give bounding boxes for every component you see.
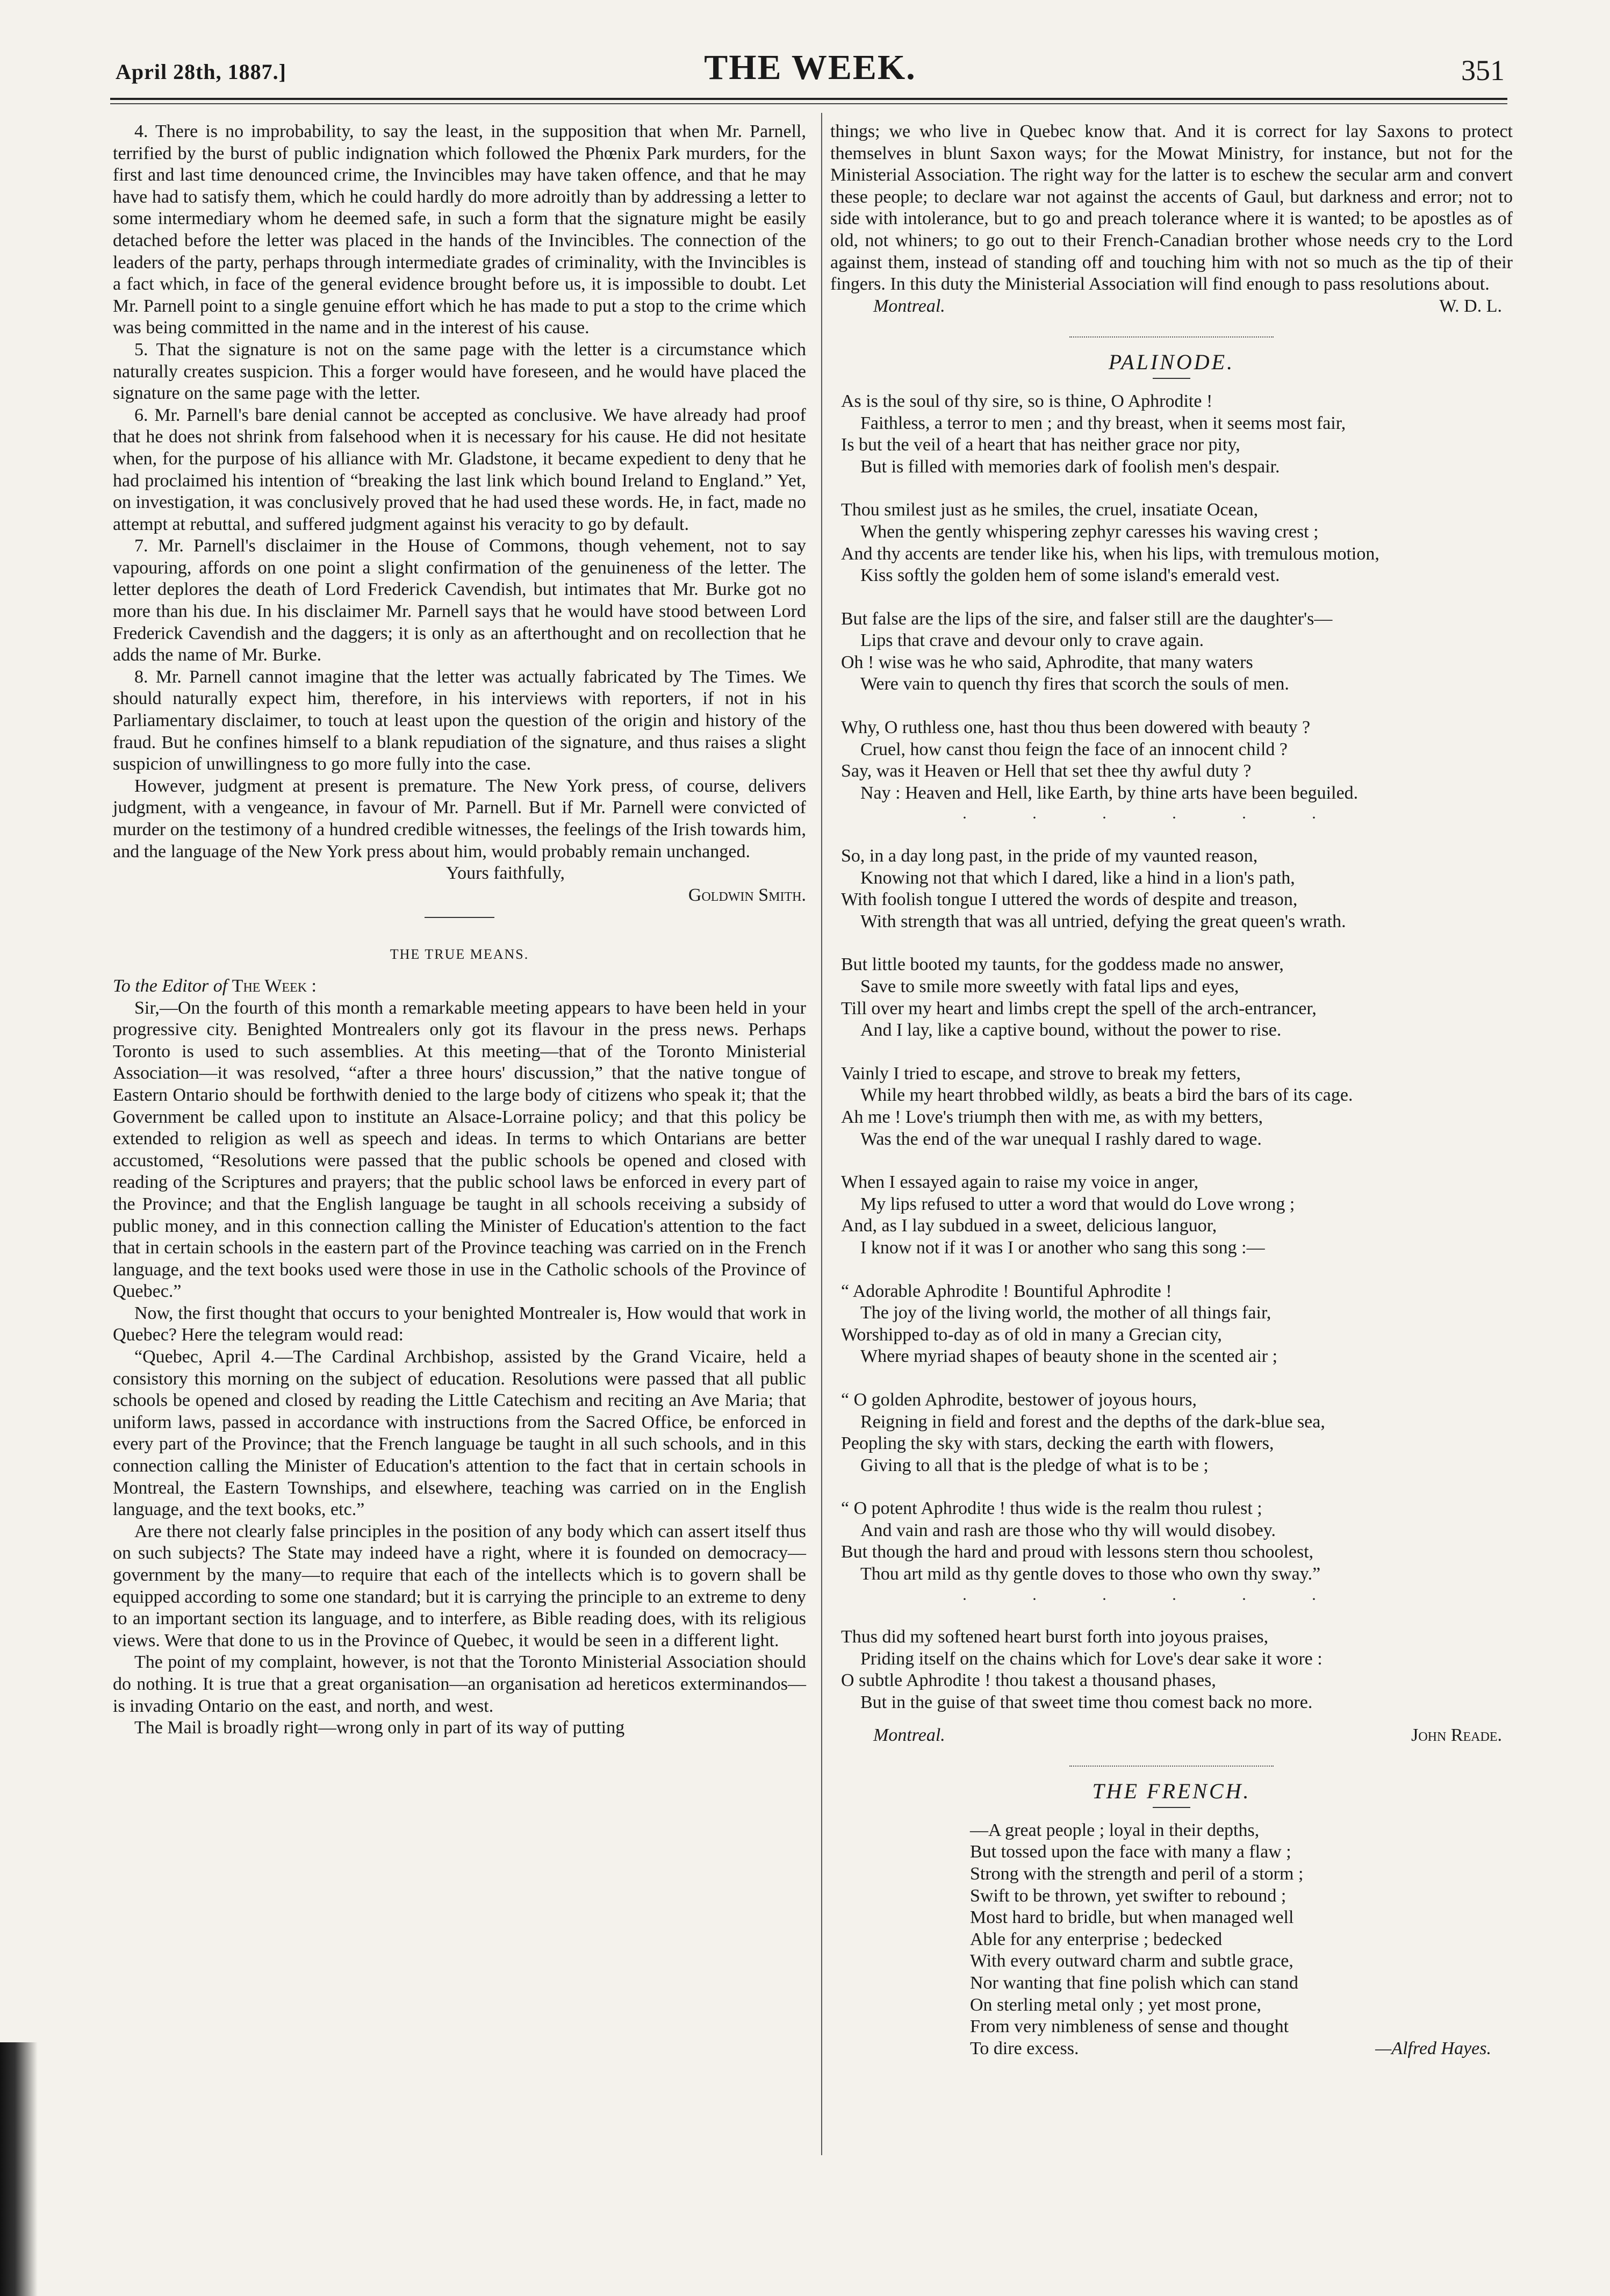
french-line: Nor wanting that fine polish which can stand [970, 1972, 1298, 1993]
poem-author: John Reade. [1411, 1725, 1502, 1745]
poem-line: O subtle Aphrodite ! thou takest a thousand phases, [841, 1670, 1216, 1691]
palinode-stanza [841, 391, 1513, 478]
french-author: —Alfred Hayes. [1375, 2038, 1491, 2058]
header-rule-thin [110, 103, 1507, 104]
poem-line: Till over my heart and limbs crept the spell of the arch-entrancer, [841, 998, 1317, 1018]
poem-line: Thou art mild as thy gentle doves to those who own thy sway.” [860, 1564, 1321, 1584]
palinode-stanza [841, 1389, 1513, 1476]
palinode-stanza [841, 608, 1513, 695]
poem-the-french [970, 1820, 1513, 2060]
poem-line: Nay : Heaven and Hell, like Earth, by thine arts have been beguiled. [860, 783, 1359, 803]
poem-line: But little booted my taunts, for the goddess made no answer, [841, 955, 1284, 975]
french-line: On sterling metal only ; yet most prone, [970, 1994, 1262, 2015]
french-line: Swift to be thrown, yet swifter to rebound ; [970, 1885, 1286, 1906]
palinode-stanza [841, 954, 1513, 1041]
poem-title-palinode: PALINODE. [1108, 350, 1235, 375]
poem-line: Is but the veil of a heart that has neither grace nor pity, [841, 435, 1240, 455]
french-line: Strong with the strength and peril of a storm ; [970, 1864, 1304, 1884]
poem-line: Lips that crave and devour only to crave again. [860, 630, 1204, 651]
page-binding-edge [0, 2042, 38, 2296]
french-final-verse: To dire excess. [970, 2038, 1079, 2058]
means-paragraph-6: The Mail is broadly right—wrong only in part of its way of putting [134, 1718, 625, 1738]
poem-line: And I lay, like a captive bound, without the power to rise. [860, 1020, 1282, 1041]
parnell-paragraph-5: 5. That the signature is not on the same page with the letter is a circumstance which naturally creates suspicion. This a forger would have foreseen, and he would have placed the signature on the same page with the letter. [113, 339, 806, 404]
palinode-stanzas [830, 391, 1513, 1714]
left-column [113, 121, 806, 1739]
poem-line: Where myriad shapes of beauty shone in the scented air ; [860, 1346, 1278, 1367]
poem-line: With strength that was all untried, defying the great queen's wrath. [860, 911, 1346, 931]
salutation-paper: The Week : [232, 975, 317, 996]
salutation-prefix: To the Editor of [113, 975, 228, 996]
poem-line: With foolish tongue I uttered the words of despite and treason, [841, 889, 1298, 910]
means-paragraph-2: Now, the first thought that occurs to your benighted Montrealer is, How would that work in Quebec? Here the telegram would read: [113, 1303, 806, 1345]
poem-signoff [830, 1725, 1513, 1747]
poem-line: Vainly I tried to escape, and strove to break my fetters, [841, 1063, 1241, 1084]
dotted-divider [1069, 336, 1274, 338]
poem-line: But is filled with memories dark of foolish men's despair. [860, 456, 1280, 477]
means-paragraph-1: Sir,—On the fourth of this month a remarkable meeting appears to have been held in your progressive city. Benighted Montrealers only got its flavour in the press news. Perhaps Toronto is used to such assemblies. At this meeting—that of the Toronto Ministerial Association—it was resolved, “after a three hours' discussion,” that the native tongue of Eastern Ontario should be forthwith denied to the large body of citizens who speak it; that the Government be called upon to institute an Alsace-Lorraine policy; and that this policy be extended to religion as well as speech and ideas. In terms to which Ontarians are better accustomed, “Resolutions were passed that the public schools be opened and closed with reading of the Scriptures and prayers; that the public school laws be enforced in every part of the Province; and that the English language be taught in all schools receiving a subsidy of public money, and in this connection calling the Minister of Education's attention to the fact that in certain schools in the eastern part of the Province teaching was carried on in the French language, and the text books used were those in use in the Catholic schools of the Province of Quebec.” [113, 998, 806, 1302]
poem-line: So, in a day long past, in the pride of my vaunted reason, [841, 846, 1258, 866]
poem-line: Faithless, a terror to men ; and thy breast, when it seems most fair, [860, 413, 1346, 433]
poem-line: And thy accents are tender like his, when his lips, with tremulous motion, [841, 543, 1379, 564]
dotted-divider-2 [1069, 1766, 1274, 1767]
right-column [830, 121, 1513, 2060]
french-line: With every outward charm and subtle grace, [970, 1951, 1293, 1971]
french-line: —A great people ; loyal in their depths, [970, 1820, 1260, 1840]
ellipsis-row: ······ [962, 1590, 1381, 1608]
paper-title: THE WEEK. [704, 48, 916, 87]
palinode-stanza [841, 845, 1513, 932]
poem-line: Priding itself on the chains which for Love's dear sake it wore : [860, 1648, 1322, 1669]
means-paragraph-3: “Quebec, April 4.—The Cardinal Archbishop, assisted by the Grand Vicaire, held a consistory this morning on the subject of education. Resolutions were passed that all public schools be opened and closed by reading the Little Catechism and reciting an Ave Maria; that uniform laws, passed in accordance with instructions from the Sacred Office, be enforced in every part of the Province; that the French language be taught in all such schools, and in this connection calling the Minister of Education's attention to the fact that in certain schools in Montreal, the Eastern Townships, and elsewhere, teaching was carried on in the English language, and the text books, etc.” [113, 1347, 806, 1520]
palinode-stanza [841, 1626, 1513, 1713]
letter-place: Montreal. [873, 296, 945, 316]
palinode-stanza [841, 1498, 1513, 1585]
poem-line: But though the hard and proud with lessons stern thou schoolest, [841, 1542, 1314, 1562]
poem-line: Peopling the sky with stars, decking the earth with flowers, [841, 1433, 1274, 1454]
section-title-true-means: THE TRUE MEANS. [390, 946, 529, 963]
french-line: Most hard to bridle, but when managed well [970, 1907, 1294, 1928]
poem-line: Save to smile more sweetly with fatal lips and eyes, [860, 977, 1239, 996]
poem-line: Worshipped to-day as of old in many a Grecian city, [841, 1324, 1222, 1345]
parnell-paragraph-4: 4. There is no improbability, to say the least, in the supposition that when Mr. Parnell, terrified by the burst of public indignation which followed the Phœnix Park murders, for the first and last time denounced crime, the Invincibles may have taken offence, and that he may have had to satisfy them, which he could hardly do more adroitly than by addressing a letter to some intermediary whom he deemed safe, in such a form that the signature might be easily detached before the letter was placed in the hands of the Invincibles. The connection of the leaders of the party, perhaps through intermediate grades of criminality, with the Invincibles is a fact which, in face of the general evidence brought before us, it is impossible to doubt. Let Mr. Parnell point to a single genuine effort which he has made to put a stop to the crime which was being committed in the name and in the interest of his cause. [113, 121, 806, 338]
parnell-paragraph-8: 8. Mr. Parnell cannot imagine that the letter was actually fabricated by The Times. We should naturally expect him, therefore, in his interviews with reporters, if not in his Parliamentary disclaimer, to touch at least upon the question of the origin and history of the fraud. But he confines himself to a blank repudiation of the signature, and thus raises a slight suspicion of unwillingness to go more fully into the case. [113, 666, 806, 774]
poem-line: Was the end of the war unequal I rashly dared to wage. [860, 1129, 1262, 1149]
poem-title-rule [1153, 378, 1190, 379]
poem-line: When the gently whispering zephyr caresses his waving crest ; [860, 521, 1319, 542]
french-last-line [970, 2038, 1513, 2060]
poem-line: Oh ! wise was he who said, Aphrodite, that many waters [841, 652, 1253, 672]
poem-line: I know not if it was I or another who sang this song :— [860, 1237, 1265, 1258]
letter-signature: Goldwin Smith. [688, 885, 806, 905]
means-paragraph-5: The point of my complaint, however, is not that the Toronto Ministerial Association should do nothing. It is true that a great organisation—an organisation ad hereticos exterminandos—is invading Ontario on the east, and north, and west. [113, 1652, 806, 1716]
page-number: 351 [1461, 54, 1505, 87]
poem-line: Giving to all that is the pledge of what is to be ; [860, 1455, 1209, 1475]
poem-line: Thus did my softened heart burst forth into joyous praises, [841, 1627, 1269, 1647]
column-divider [821, 113, 822, 2155]
poem-line: But in the guise of that sweet time thou comest back no more. [860, 1692, 1313, 1713]
poem-line: Cruel, how canst thou feign the face of an innocent child ? [860, 739, 1288, 759]
ellipsis-row: ······ [962, 809, 1381, 827]
parnell-paragraph-6: 6. Mr. Parnell's bare denial cannot be accepted as conclusive. We have already had proof that he does not shrink from falsehood when it is necessary for his cause. He did not hesitate when, for the purpose of his alliance with Mr. Gladstone, it became expedient to deny that he had proclaimed his intention of “breaking the last link which bound Ireland to England.” Yet, on investigation, it was conclusively proved that he had used these words. He, in fact, made no attempt at rebuttal, and suffered judgment against his veracity to go by default. [113, 405, 806, 534]
section-divider [425, 917, 494, 918]
parnell-paragraph-7: 7. Mr. Parnell's disclaimer in the House of Commons, though vehement, not to say vapouring, affords on one point a slight confirmation of the genuineness of the letter. The letter deplores the death of Lord Frederick Cavendish, but intimates that Mr. Burke got no more than his due. In his disclaimer Mr. Parnell says that he would have stood between Lord Frederick Cavendish and the daggers; it is only as an afterthought and on recollection that he adds the name of Mr. Burke. [113, 536, 806, 665]
letter-author: W. D. L. [1439, 296, 1502, 316]
poem-line: As is the soul of thy sire, so is thine, O Aphrodite ! [841, 391, 1213, 411]
letter-signoff [830, 296, 1513, 318]
poem-title-french: THE FRENCH. [1092, 1779, 1251, 1804]
poem-line: And, as I lay subdued in a sweet, delicious languor, [841, 1216, 1217, 1236]
parnell-paragraph-conclusion: However, judgment at present is premature. The New York press, of course, delivers judgment, with a vengeance, in favour of Mr. Parnell. But if Mr. Parnell were convicted of murder on the testimony of a hundred credible witnesses, the feelings of the Irish towards him, and the language of the New York press about him, would probably remain unchanged. [113, 776, 806, 862]
poem-line: Thou smilest just as he smiles, the cruel, insatiate Ocean, [841, 500, 1259, 520]
letter-closing: Yours faithfully, [446, 863, 565, 884]
poem-line: Were vain to quench thy fires that scorch the souls of men. [860, 674, 1289, 694]
palinode-stanza [841, 1063, 1513, 1150]
poem-line: Ah me ! Love's triumph then with me, as with my betters, [841, 1107, 1263, 1127]
poem-line: When I essayed again to raise my voice in anger, [841, 1172, 1199, 1193]
poem-line: The joy of the living world, the mother of all things fair, [860, 1303, 1271, 1323]
poem-line: My lips refused to utter a word that would do Love wrong ; [860, 1194, 1295, 1214]
poem-line: But false are the lips of the sire, and falser still are the daughter's— [841, 608, 1333, 629]
french-line: But tossed upon the face with many a flaw ; [970, 1842, 1291, 1862]
means-paragraph-4: Are there not clearly false principles in the position of any body which can assert itself thus on such subjects? The State may indeed have a right, where it is founded on democracy—government by the many—to require that each of the intellects which is to govern shall be equipped according to some one standard; but it is carrying the principle to an extreme to deny to an important section its language, and to interfere, as Bible reading does, with its religious views. Were that done to us in the Province of Quebec, it would be seen in a different light. [113, 1521, 806, 1651]
poem-line: Knowing not that which I dared, like a hind in a lion's path, [860, 867, 1295, 888]
poem-line: Say, was it Heaven or Hell that set thee thy awful duty ? [841, 761, 1252, 781]
issue-date: April 28th, 1887.] [116, 60, 286, 84]
poem-line: Reigning in field and forest and the depths of the dark-blue sea, [860, 1411, 1325, 1432]
poem-line: “ O golden Aphrodite, bestower of joyous hours, [841, 1389, 1197, 1410]
palinode-stanza [841, 1281, 1513, 1368]
poem-title-rule-2 [1153, 1807, 1190, 1808]
french-line: From very nimbleness of sense and thought [970, 2017, 1289, 2037]
poem-line: While my heart throbbed wildly, as beats a bird the bars of its cage. [860, 1085, 1353, 1106]
poem-line: “ Adorable Aphrodite ! Bountiful Aphrodite ! [841, 1281, 1172, 1301]
salutation [113, 975, 806, 998]
poem-line: And vain and rash are those who thy will would disobey. [860, 1520, 1276, 1540]
poem-line: Why, O ruthless one, hast thou thus been dowered with beauty ? [841, 718, 1311, 738]
header-rule [110, 98, 1507, 100]
poem-line: “ O potent Aphrodite ! thus wide is the realm thou rulest ; [841, 1498, 1262, 1519]
palinode-stanza [841, 717, 1513, 804]
poem-line: Kiss softly the golden hem of some island's emerald vest. [860, 565, 1280, 586]
palinode-stanza [841, 499, 1513, 586]
french-lines [970, 1820, 1513, 2038]
letter-continuation: things; we who live in Quebec know that. And it is correct for lay Saxons to protect themselves in blunt Saxon ways; for the Mowat Ministry, for instance, but not for the Ministerial Association. The right way for the latter is to eschew the secular arm and convert these people; to declare war not against the accents of Gaul, but darkness and error; not to side with intolerance, but to go and preach tolerance where it is wanted; to be apostles as of old, not whiners; to go out to their French-Canadian brother whose needs cry to the Lord against them, instead of standing off and touching him with not so much as the tip of their fingers. In this duty the Ministerial Association will find enough to pass resolutions about. [830, 121, 1513, 295]
poem-place: Montreal. [873, 1725, 945, 1745]
french-line: Able for any enterprise ; bedecked [970, 1929, 1223, 1949]
palinode-stanza [841, 1172, 1513, 1259]
